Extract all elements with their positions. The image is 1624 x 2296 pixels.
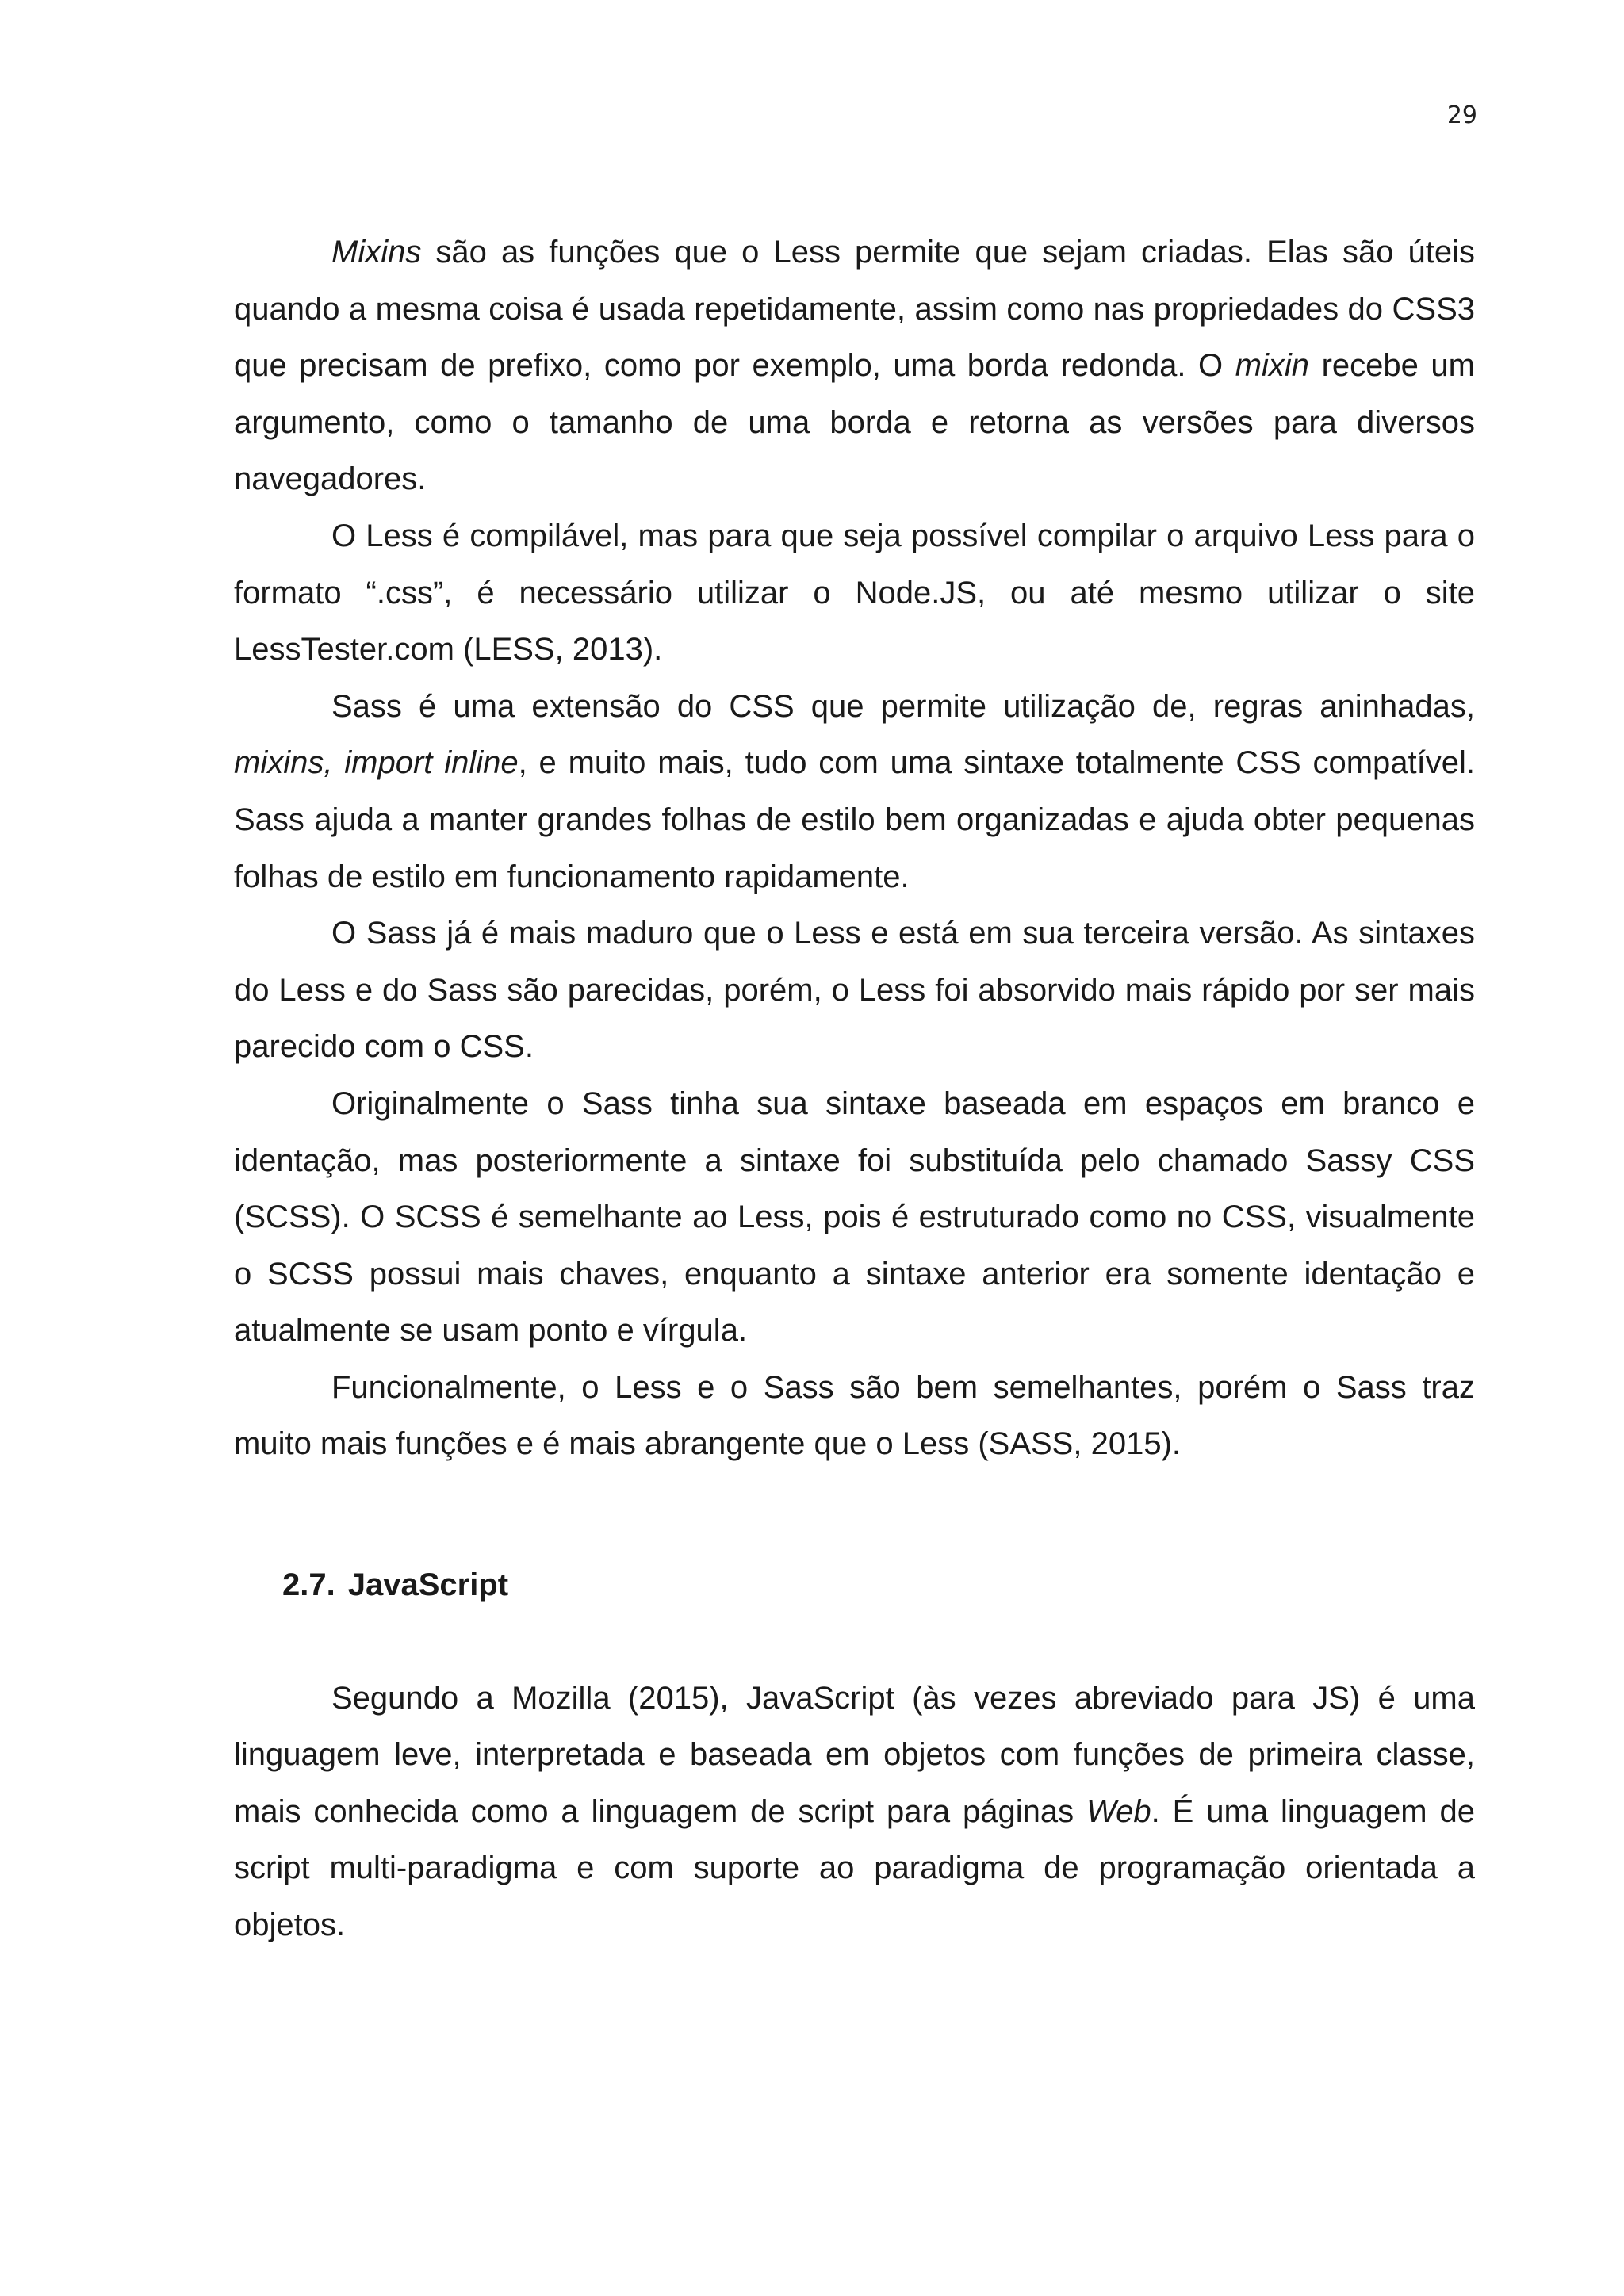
paragraph-text: Funcionalmente, o Less e o Sass são bem semelhantes, porém o Sass traz muito mais funções e é mais abrangente que o Less (SASS, 2015). <box>234 1369 1475 1462</box>
paragraph-text: são as funções que o Less permite que sejam criadas. Elas são úteis quando a mesma coisa é usada repetidamente, assim como nas propriedades do CSS3 que precisam de prefixo, como por exemplo, uma borda redonda. O <box>234 235 1475 384</box>
paragraph-sass-syntax <box>234 1076 1475 1360</box>
paragraph-text: recebe um argumento, como o tamanho de uma borda e retorna as versões para diversos navegadores. <box>234 348 1476 497</box>
italic-term: mixins, import inline <box>234 745 519 781</box>
paragraph-text: . É uma linguagem de script multi-paradigma e com suporte ao paradigma de programação orientada a objetos. <box>234 1793 1476 1943</box>
italic-term: Mixins <box>331 235 422 270</box>
paragraph-less-sass-compare <box>234 1360 1475 1473</box>
paragraph-text: O Less é compilável, mas para que seja possível compilar o arquivo Less para o formato “.css”, é necessário utilizar o Node.JS, ou até mesmo utilizar o site LessTester.com (LESS, 2013). <box>234 518 1475 668</box>
paragraph-less-compile <box>234 508 1475 679</box>
paragraph-sass-extension <box>234 679 1475 905</box>
section-heading <box>282 1557 1475 1614</box>
italic-term: mixin <box>1235 348 1310 384</box>
document-body <box>234 224 1475 1954</box>
italic-term: Web <box>1086 1793 1151 1829</box>
page-number: 29 <box>1446 101 1477 129</box>
paragraph-mixins <box>234 224 1475 508</box>
paragraph-sass-mature <box>234 905 1475 1076</box>
paragraph-javascript <box>234 1670 1475 1954</box>
paragraph-text: Segundo a Mozilla (2015), JavaScript (às vezes abreviado para JS) é uma linguagem leve, interpretada e baseada em objetos com funções de primeira classe, mais conhecida como a linguagem de script para páginas <box>234 1680 1475 1829</box>
paragraph-text: Originalmente o Sass tinha sua sintaxe baseada em espaços em branco e identação, mas posteriormente a sintaxe foi substituída pelo chamado Sassy CSS (SCSS). O SCSS é semelhante ao Less, pois é estruturado como no CSS, visualmente o SCSS possui mais chaves, enquanto a sintaxe anterior era somente identação e atualmente se usam ponto e vírgula. <box>234 1085 1475 1349</box>
section-number: 2.7. <box>282 1567 335 1603</box>
paragraph-text: O Sass já é mais maduro que o Less e está em sua terceira versão. As sintaxes do Less e do Sass são parecidas, porém, o Less foi absorvido mais rápido por ser mais parecido com o CSS. <box>234 916 1475 1065</box>
paragraph-text: Sass é uma extensão do CSS que permite utilização de, regras aninhadas, <box>331 688 1475 724</box>
section-title: JavaScript <box>347 1567 509 1603</box>
paragraph-text: , e muito mais, tudo com uma sintaxe totalmente CSS compatível. Sass ajuda a manter grandes folhas de estilo bem organizadas e ajuda obter pequenas folhas de estilo em funcionamento rapidamente. <box>234 745 1475 894</box>
